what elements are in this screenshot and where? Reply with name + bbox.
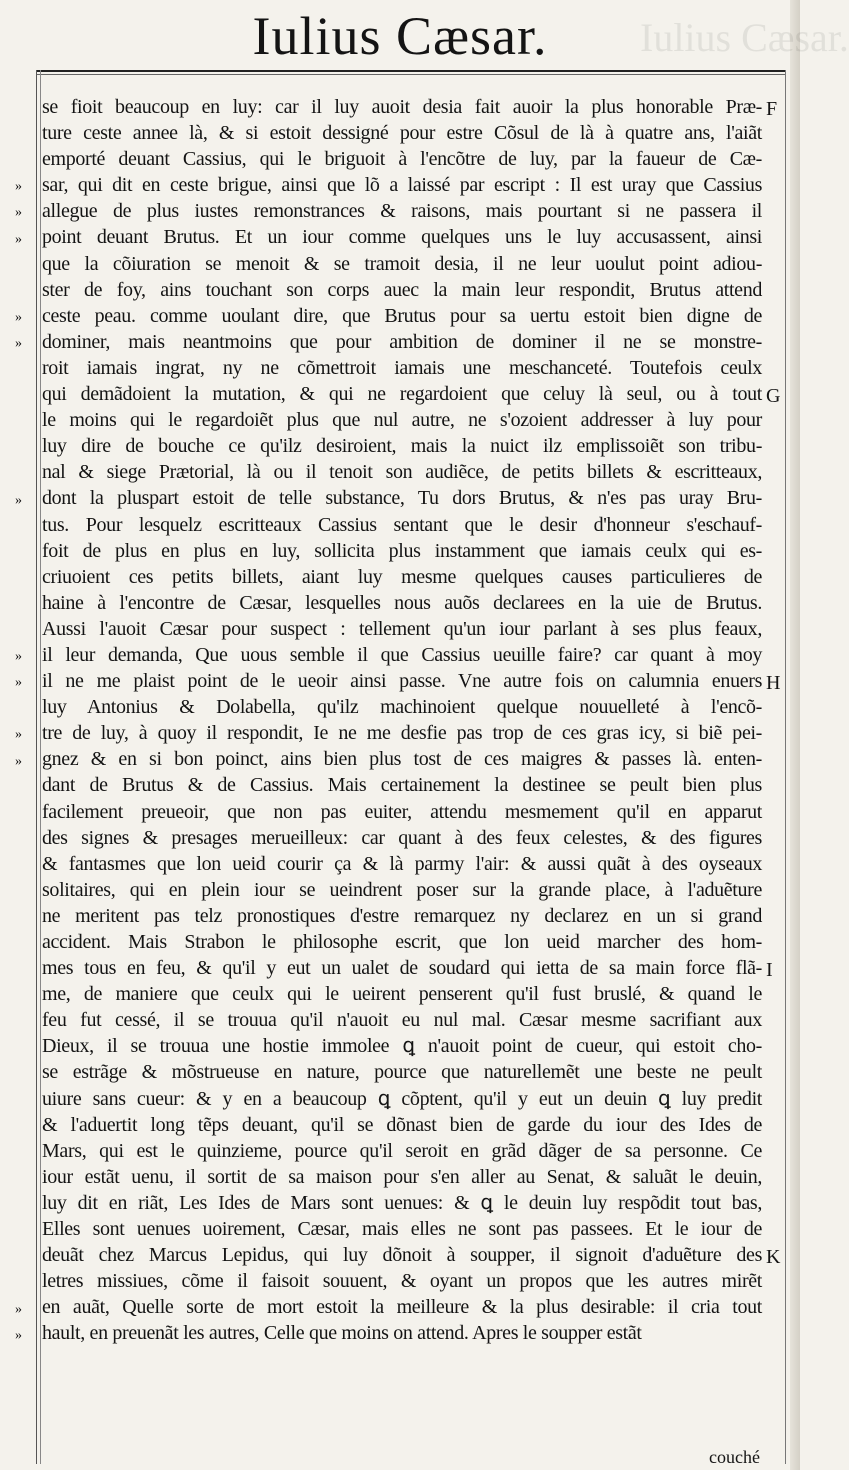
margin-quote-mark: » bbox=[15, 1327, 22, 1343]
margin-quote-mark: » bbox=[15, 309, 22, 325]
catchword: couché bbox=[709, 1447, 760, 1467]
text-line: il ne me plaist point de le ueoir ainsi passe. Vne autre fois on calumnia enuers bbox=[42, 670, 762, 693]
bleed-through-title: Iulius Cæsar. bbox=[640, 15, 849, 60]
text-line: dont la pluspart estoit de telle substance, Tu dors Brutus, & n'es pas uray Bru- bbox=[42, 487, 762, 510]
margin-quote-mark: » bbox=[15, 492, 22, 508]
text-line: ceste peau. comme uoulant dire, que Brutus pour sa uertu estoit bien digne de bbox=[42, 304, 762, 327]
text-line: Elles sont uenues uoirement, Cæsar, mais elles ne sont pas passees. Et le iour de bbox=[42, 1218, 762, 1241]
text-line: emporté deuant Cassius, qui le briguoit à l'encõtre de luy, par la faueur de Cæ- bbox=[42, 148, 762, 171]
text-line: point deuant Brutus. Et un iour comme quelques uns le luy accusassent, ainsi bbox=[42, 226, 762, 249]
text-line: & l'aduertit long tẽps deuant, qu'il se dõnast bien de garde du iour des Ides de bbox=[42, 1113, 762, 1136]
text-line: feu fut cessé, il se trouua qu'il n'auoit eu nul mal. Cæsar mesme sacrifiant aux bbox=[42, 1009, 762, 1032]
text-line: gnez & en si bon poinct, ains bien plus tost de ces maigres & passes là. enten- bbox=[42, 748, 762, 771]
text-line: Aussi l'auoit Cæsar pour suspect : tellement qu'un iour parlant à ses plus feaux, bbox=[42, 617, 762, 640]
top-rule bbox=[36, 70, 786, 72]
margin-quote-mark: » bbox=[15, 753, 22, 769]
margin-quote-mark: » bbox=[15, 205, 22, 221]
page-edge bbox=[790, 0, 800, 1470]
right-margin-rule bbox=[785, 70, 786, 1464]
text-line: luy Antonius & Dolabella, qu'ilz machinoient quelque nouuelleté à l'encõ- bbox=[42, 696, 762, 719]
text-line: ture ceste annee là, & si estoit dessigné pour estre Cõsul de là à quatre ans, l'aiãt bbox=[42, 122, 762, 145]
text-line: nal & siege Prætorial, là ou il tenoit son audiẽce, de petits billets & escritteaux, bbox=[42, 461, 762, 484]
left-margin-rule-secondary bbox=[40, 70, 41, 1464]
text-line: sar, qui dit en ceste brigue, ainsi que lõ a laissé par escript : Il est uray que Cassius bbox=[42, 174, 762, 197]
section-letter: I bbox=[766, 959, 773, 982]
text-line: haine à l'encontre de Cæsar, lesquelles nous auõs declarees en la uie de Brutus. bbox=[42, 591, 762, 614]
top-rule-secondary bbox=[36, 74, 786, 75]
text-line: me, de maniere que ceulx qui le ueirent penserent qu'il fust bruslé, & quand le bbox=[42, 983, 762, 1006]
running-head-title: Iulius Cæsar. bbox=[252, 6, 548, 66]
text-line: iour estãt uenu, il sortit de sa maison pour s'en aller au Senat, & saluãt le deuin, bbox=[42, 1165, 762, 1188]
section-letter: F bbox=[766, 98, 778, 120]
text-line: qui demãdoient la mutation, & qui ne regardoient que celuy là seul, ou à tout bbox=[42, 383, 762, 406]
margin-quote-mark: » bbox=[15, 1301, 22, 1317]
margin-quote-mark: » bbox=[15, 649, 22, 665]
body-text bbox=[42, 94, 762, 1347]
text-line: dominer, mais neantmoins que pour ambition de dominer il ne se monstre- bbox=[42, 330, 762, 353]
text-line: tus. Pour lesquelz escritteaux Cassius sentant que le desir d'honneur s'eschauf- bbox=[42, 513, 762, 536]
text-line: en auãt, Quelle sorte de mort estoit la meilleure & la plus desirable: il cria tout bbox=[42, 1296, 762, 1319]
text-line: ster de foy, ains touchant son corps auec la main leur respondit, Brutus attend bbox=[42, 278, 762, 301]
text-line: Mars, qui est le quinzieme, pource qu'il seroit en grãd dãger de sa personne. Ce bbox=[42, 1139, 762, 1162]
text-line: ne meritent pas telz pronostiques d'estre remarquez ny declarez en un si grand bbox=[42, 904, 762, 927]
text-line: il leur demanda, Que uous semble il que Cassius ueuille faire? car quant à moy bbox=[42, 643, 762, 666]
text-line: accident. Mais Strabon le philosophe escrit, que lon ueid marcher des hom- bbox=[42, 931, 762, 953]
section-letter: K bbox=[766, 1246, 781, 1269]
text-line: tre de luy, à quoy il respondit, Ie ne me desfie pas trop de ces gras icy, si biẽ pei- bbox=[42, 722, 762, 745]
margin-quote-mark: » bbox=[15, 335, 22, 351]
section-letter: H bbox=[766, 672, 781, 695]
text-line: roit iamais ingrat, ny ne cõmettroit iamais une meschanceté. Toutefois ceulx bbox=[42, 356, 762, 379]
margin-quote-mark: » bbox=[15, 727, 22, 743]
text-line: foit de plus en plus en luy, sollicita plus instamment que iamais ceulx qui es- bbox=[42, 539, 762, 562]
text-line: mes tous en feu, & qu'il y eut un ualet de soudard qui ietta de sa main force flã- bbox=[42, 957, 762, 980]
margin-quote-mark: » bbox=[15, 675, 22, 691]
text-line: que la cõiuration se menoit & se tramoit desia, il ne leur uoulut point adiou- bbox=[42, 252, 762, 275]
text-line: uiure sans cueur: & y en a beaucoup ꝗ cõptent, qu'il y eut un deuin ꝗ luy predit bbox=[42, 1087, 762, 1110]
margin-quote-mark: » bbox=[15, 231, 22, 247]
text-line: dant de Brutus & de Cassius. Mais certainement la destinee se peult bien plus bbox=[42, 774, 762, 797]
left-margin-rule bbox=[36, 70, 37, 1464]
text-line: des signes & presages merueilleux: car quant à des feux celestes, & des figures bbox=[42, 826, 762, 849]
text-line: allegue de plus iustes remonstrances & raisons, mais pourtant si ne passera il bbox=[42, 200, 762, 223]
text-line: le moins qui le regardoiẽt plus que nul autre, ne s'ozoient addresser à luy pour bbox=[42, 409, 762, 432]
margin-quote-mark: » bbox=[15, 179, 22, 195]
text-line: luy dit en riãt, Les Ides de Mars sont uenues: & ꝗ le deuin luy respõdit tout bas, bbox=[42, 1191, 762, 1214]
text-line: solitaires, qui en plein iour se ueindrent poser sur la grande place, à l'aduẽture bbox=[42, 878, 762, 901]
text-line: & fantasmes que lon ueid courir ça & là parmy l'air: & aussi quãt à des oyseaux bbox=[42, 852, 762, 875]
text-line: hault, en preuenãt les autres, Celle que moins on attend. Apres le soupper estãt bbox=[42, 1322, 642, 1345]
text-line: letres missiues, cõme il faisoit souuent, & oyant un propos que les autres mirẽt bbox=[42, 1270, 762, 1293]
section-letter: G bbox=[766, 385, 781, 408]
text-line: deuãt chez Marcus Lepidus, qui luy dõnoit à soupper, il signoit d'aduẽture des bbox=[42, 1244, 762, 1267]
text-line: criuoient ces petits billets, aiant luy mesme quelques causes particulieres de bbox=[42, 565, 762, 588]
text-line: se fioit beaucoup en luy: car il luy auoit desia fait auoir la plus honorable Præ- bbox=[42, 96, 762, 118]
text-line: se estrãge & mõstrueuse en nature, pource que naturellemẽt une beste ne peult bbox=[42, 1061, 762, 1084]
text-line: luy dire de bouche ce qu'ilz desiroient, mais la nuict ilz emplissoiẽt son tribu- bbox=[42, 435, 762, 458]
text-line: facilement preueoir, que non pas euiter, attendu mesmement qu'il en apparut bbox=[42, 800, 762, 823]
text-line: Dieux, il se trouua une hostie immolee ꝗ n'auoit point de cueur, qui estoit cho- bbox=[42, 1035, 762, 1058]
